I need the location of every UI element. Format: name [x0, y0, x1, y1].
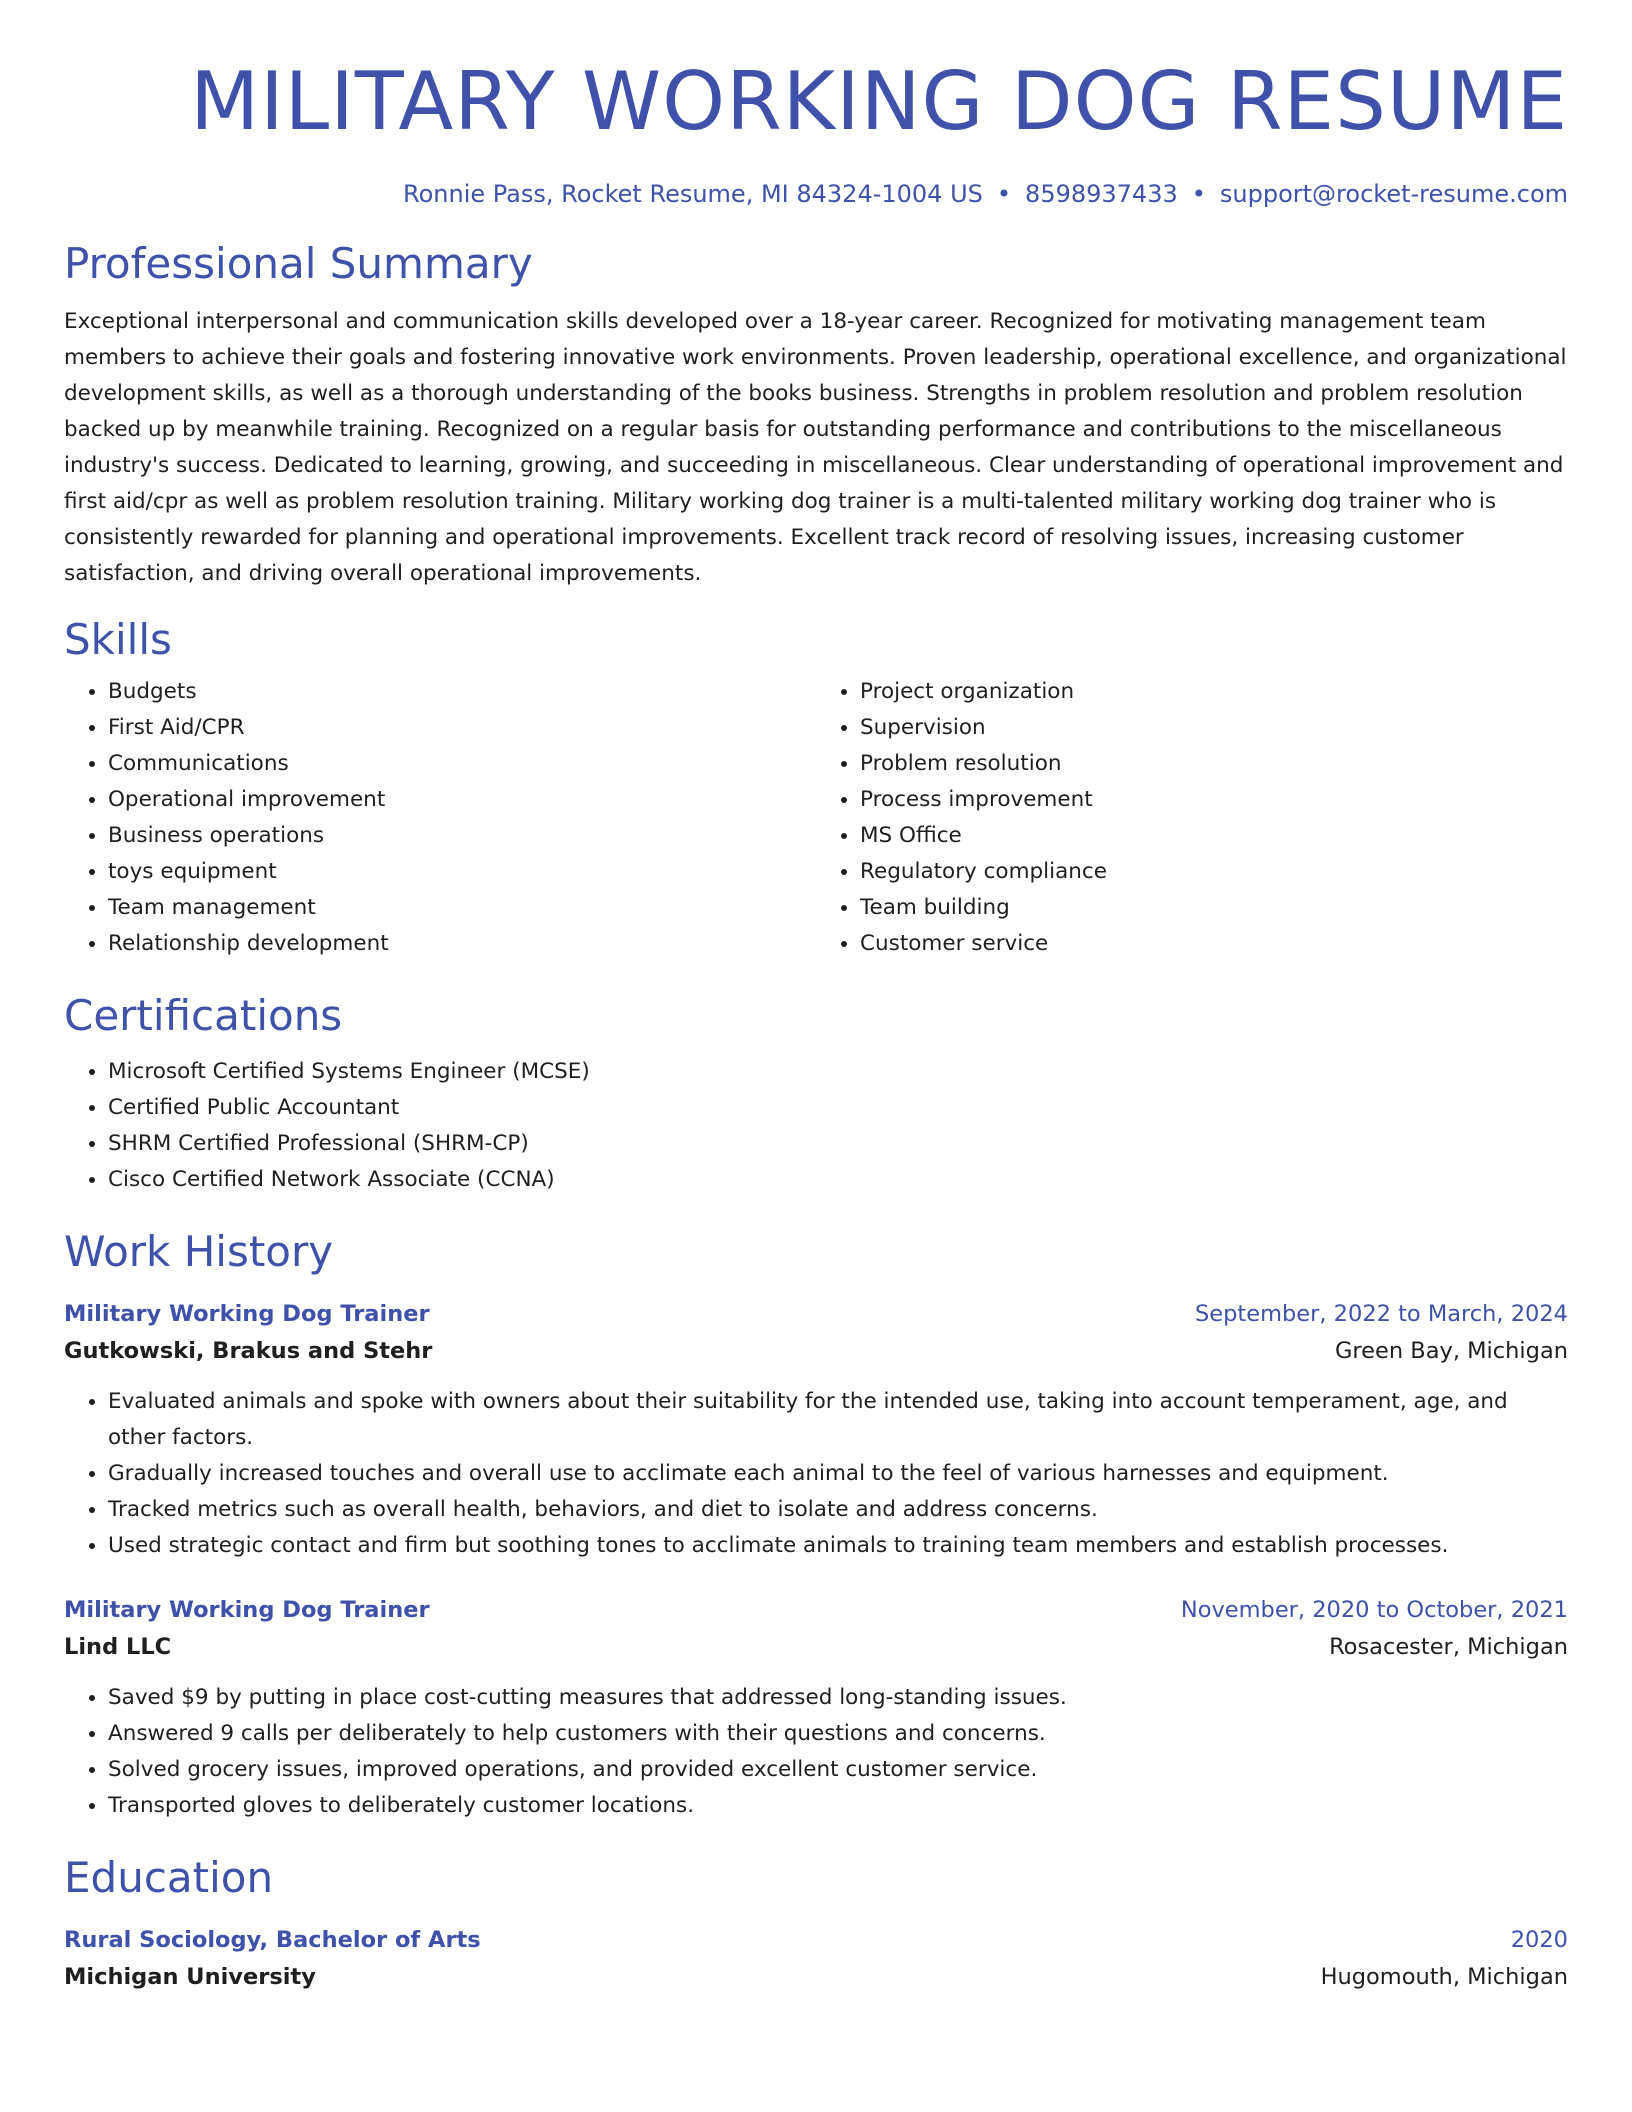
skill-item: • Supervision	[860, 710, 1568, 746]
job-bullet: • Answered 9 calls per deliberately to help customers with their questions and concerns.	[108, 1716, 1568, 1752]
skill-item: • Business operations	[108, 818, 816, 854]
job-bullet: • Evaluated animals and spoke with owners about their suitability for the intended use, taking into account temperament, age, and other factors.	[108, 1384, 1568, 1456]
skill-item: • Team management	[108, 890, 816, 926]
skill-item: • Communications	[108, 746, 816, 782]
skills-section	[64, 614, 1568, 962]
work-history-section	[64, 1226, 1568, 1824]
job-dates: September, 2022 to March, 2024	[1195, 1301, 1568, 1327]
education-degree-row	[64, 1922, 1568, 1958]
contact-address: Ronnie Pass, Rocket Resume, MI 84324-1004 US	[403, 180, 983, 208]
education-location: Hugomouth, Michigan	[1320, 1964, 1568, 1990]
education-heading: Education	[64, 1853, 274, 1902]
job-title: Military Working Dog Trainer	[64, 1597, 430, 1623]
contact-phone: 8598937433	[1025, 180, 1178, 208]
job-entry	[64, 1296, 1568, 1564]
job-entry	[64, 1592, 1568, 1824]
education-section	[64, 1852, 1568, 1996]
job-bullet: • Saved $9 by putting in place cost-cutting measures that addressed long-standing issues.	[108, 1680, 1568, 1716]
skill-item: • Customer service	[860, 926, 1568, 962]
skill-item: • Project organization	[860, 674, 1568, 710]
contact-line	[64, 178, 1568, 210]
certifications-section	[64, 990, 1568, 1198]
job-employer-row	[64, 1332, 1568, 1370]
job-employer: Gutkowski, Brakus and Stehr	[64, 1338, 433, 1364]
job-bullet: • Solved grocery issues, improved operations, and provided excellent customer service.	[108, 1752, 1568, 1788]
job-dates: November, 2020 to October, 2021	[1180, 1597, 1568, 1623]
job-title: Military Working Dog Trainer	[64, 1301, 430, 1327]
job-bullet: • Gradually increased touches and overall use to acclimate each animal to the feel of various harnesses and equipment.	[108, 1456, 1568, 1492]
resume-header	[64, 0, 1568, 210]
job-bullet: • Transported gloves to deliberately customer locations.	[108, 1788, 1568, 1824]
work-history-heading: Work History	[64, 1227, 334, 1276]
skill-item: • Team building	[860, 890, 1568, 926]
job-employer-row	[64, 1628, 1568, 1666]
contact-separator: •	[1191, 180, 1206, 208]
skill-item: • Process improvement	[860, 782, 1568, 818]
skills-list-left	[64, 674, 816, 962]
skills-heading: Skills	[64, 615, 172, 664]
summary-text: Exceptional interpersonal and communication skills developed over a 18-year career. Recognized for motivating management team members to achieve their goals and fostering innovative work environments. Proven leadership, operational excellence, and organizational development skills, as well as a thorough understanding of the books business. Strengths in problem resolution and problem resolution backed up by meanwhile training. Recognized on a regular basis for outstanding performance and contributions to the miscellaneous industry's success. Dedicated to learning, growing, and succeeding in miscellaneous. Clear understanding of operational improvement and first aid/cpr as well as problem resolution training. Military working dog trainer is a multi-talented military working dog trainer who is consistently rewarded for planning and operational improvements. Excellent track record of resolving issues, increasing customer satisfaction, and driving overall operational improvements.	[64, 309, 1567, 586]
resume-name: MILITARY WORKING DOG RESUME	[190, 55, 1568, 148]
skill-item: • Problem resolution	[860, 746, 1568, 782]
job-bullet: • Used strategic contact and firm but soothing tones to acclimate animals to training team members and establish processes.	[108, 1528, 1568, 1564]
skills-list-right	[816, 674, 1568, 962]
skill-item: • First Aid/CPR	[108, 710, 816, 746]
job-title-row	[64, 1296, 1568, 1332]
contact-separator: •	[996, 180, 1012, 208]
education-school-row	[64, 1958, 1568, 1996]
education-entry	[64, 1922, 1568, 1996]
skill-item: • MS Office	[860, 818, 1568, 854]
certifications-list	[64, 1054, 1568, 1198]
certification-item: • Certified Public Accountant	[108, 1090, 1568, 1126]
skills-columns	[64, 674, 1568, 962]
skill-item: • Relationship development	[108, 926, 816, 962]
skill-item: • toys equipment	[108, 854, 816, 890]
skill-item: • Regulatory compliance	[860, 854, 1568, 890]
job-employer: Lind LLC	[64, 1634, 172, 1660]
skill-item: • Budgets	[108, 674, 816, 710]
job-bullet: • Tracked metrics such as overall health, behaviors, and diet to isolate and address concerns.	[108, 1492, 1568, 1528]
education-school: Michigan University	[64, 1964, 316, 1990]
certification-item: • Cisco Certified Network Associate (CCNA)	[108, 1162, 1568, 1198]
education-degree: Rural Sociology, Bachelor of Arts	[64, 1927, 481, 1953]
certification-item: • SHRM Certified Professional (SHRM-CP)	[108, 1126, 1568, 1162]
job-title-row	[64, 1592, 1568, 1628]
certifications-heading: Certifications	[64, 991, 343, 1040]
job-bullets	[64, 1384, 1568, 1564]
summary-section	[64, 238, 1568, 592]
summary-heading: Professional Summary	[64, 239, 533, 288]
contact-email: support@rocket-resume.com	[1219, 180, 1568, 208]
job-location: Rosacester, Michigan	[1329, 1634, 1568, 1660]
job-location: Green Bay, Michigan	[1334, 1338, 1568, 1364]
job-bullets	[64, 1680, 1568, 1824]
education-year: 2020	[1510, 1927, 1568, 1953]
certification-item: • Microsoft Certified Systems Engineer (MCSE)	[108, 1054, 1568, 1090]
skill-item: • Operational improvement	[108, 782, 816, 818]
